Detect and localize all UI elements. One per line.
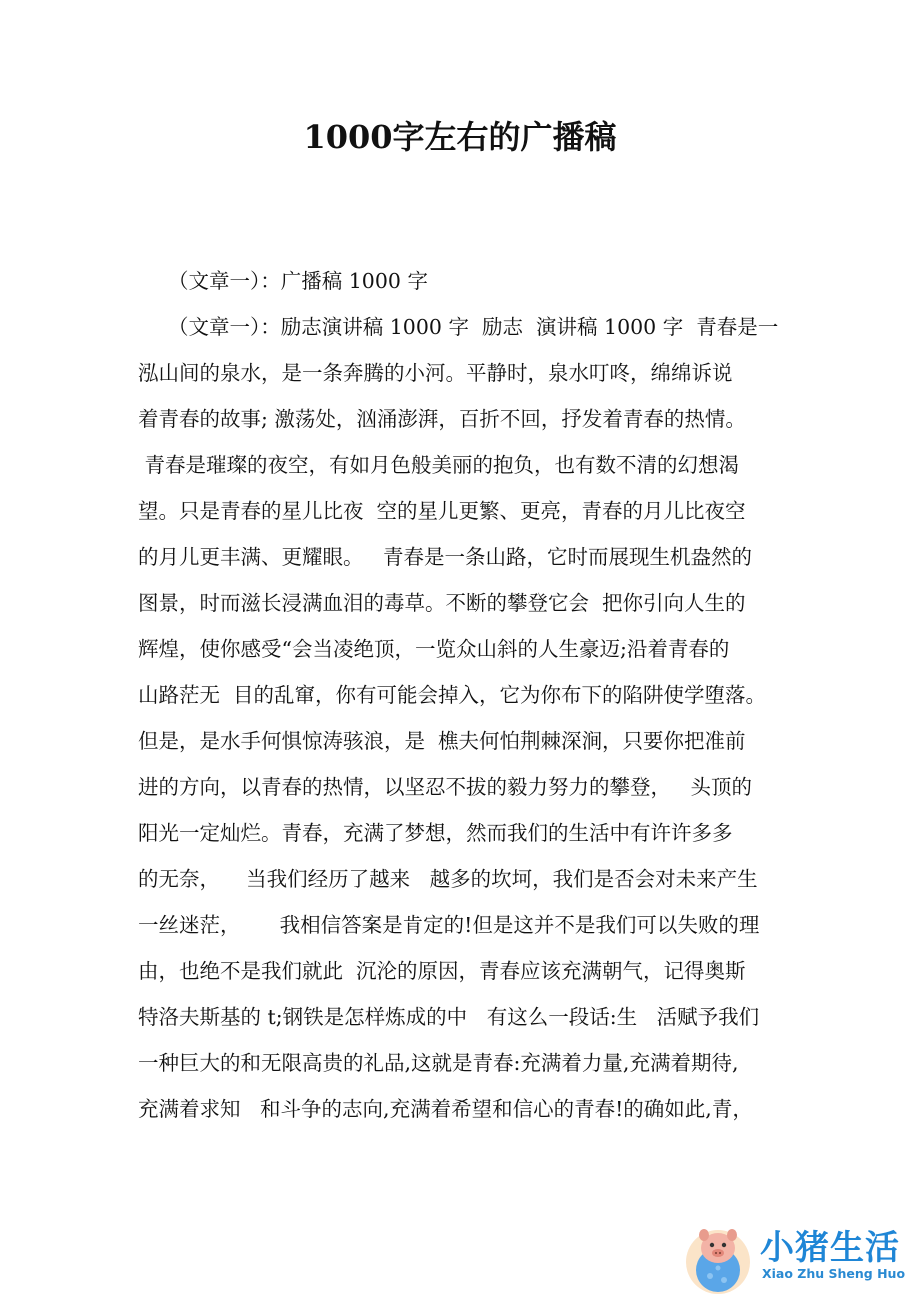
article-line: 一丝迷茫， 我相信答案是肯定的!但是这并不是我们可以失败的理: [138, 913, 760, 937]
article-line: 的无奈， 当我们经历了越来 越多的坎坷，我们是否会对未来产生: [138, 867, 758, 891]
pig-mascot-icon: [680, 1220, 756, 1296]
article-line: 的月儿更丰满、更耀眼。 青春是一条山路，它时而展现生机盎然的: [138, 545, 753, 569]
article-line: （文章一）：广播稿 1000 字: [168, 269, 428, 293]
logo-pinyin: Xiao Zhu Sheng Huo: [762, 1266, 906, 1281]
article-line: 辉煌，使你感受“会当凌绝顶，一览众山斜的人生豪迈;沿着青春的: [138, 637, 730, 661]
article-line: 一种巨大的和无限高贵的礼品,这就是青春:充满着力量,充满着期待,: [138, 1051, 739, 1075]
article-line: 由，也绝不是我们就此 沉沦的原因，青春应该充满朝气，记得奥斯: [138, 959, 746, 983]
logo-name: 小猪生活: [760, 1228, 900, 1268]
article-line: 充满着求知 和斗争的志向,充满着希望和信心的青春!的确如此,青，: [138, 1097, 753, 1121]
article-line: 阳光一定灿烂。青春，充满了梦想，然而我们的生活中有许许多多: [138, 821, 733, 845]
article-line: 图景，时而滋长浸满血泪的毒草。不断的攀登它会 把你引向人生的: [138, 591, 746, 615]
article-line: 特洛夫斯基的 t;钢铁是怎样炼成的中 有这么一段话:生 活赋予我们: [138, 1005, 760, 1029]
article-line: 山路茫无 目的乱窜，你有可能会掉入，它为你布下的陷阱使学堕落。: [138, 683, 767, 707]
article-line: 泓山间的泉水，是一条奔腾的小河。平静时，泉水叮咚，绵绵诉说: [138, 361, 733, 385]
article-body: [138, 258, 788, 1132]
page-title: 1000字左右的广播稿: [303, 118, 617, 156]
article-line: 望。只是青春的星儿比夜 空的星儿更繁、更亮，青春的月儿比夜空: [138, 499, 746, 523]
site-logo: [676, 1214, 916, 1298]
article-line: 进的方向，以青春的热情，以坚忍不拔的毅力努力的攀登， 头顶的: [138, 775, 753, 799]
article-line: 着青春的故事; 激荡处，汹涌澎湃，百折不回，抒发着青春的热情。: [138, 407, 746, 431]
article-line: 青春是璀璨的夜空，有如月色般美丽的抱负，也有数不清的幻想渴: [138, 453, 740, 477]
article-line: （文章一）：励志演讲稿 1000 字 励志 演讲稿 1000 字 青春是一: [168, 315, 779, 339]
article-line: 但是，是水手何惧惊涛骇浪，是 樵夫何怕荆棘深涧，只要你把准前: [138, 729, 746, 753]
